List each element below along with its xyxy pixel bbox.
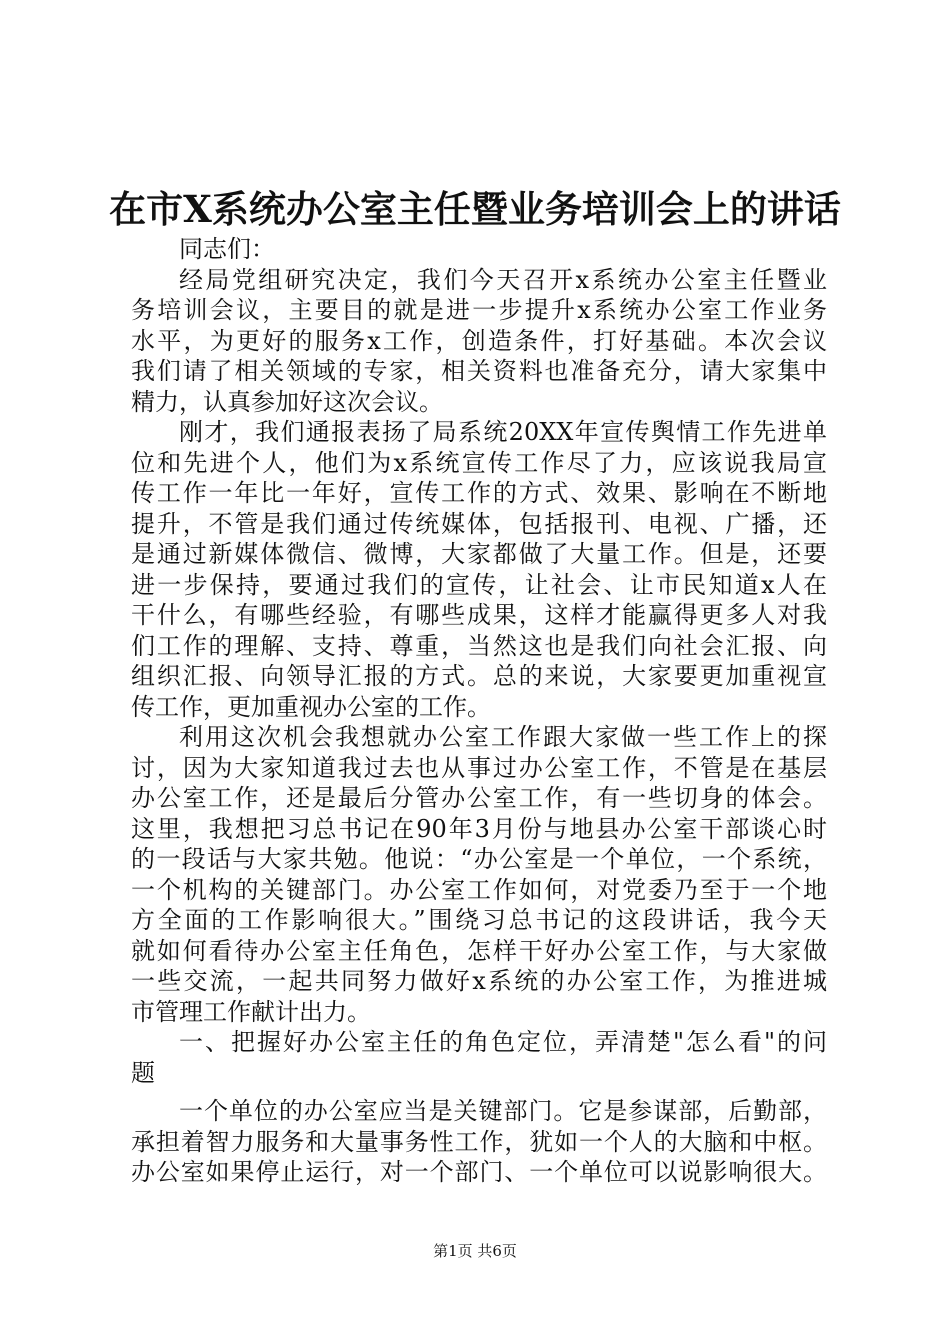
text-line: 刚才，我们通报表扬了局系统20XX年宣传舆情工作先进单 <box>179 418 827 446</box>
text-line: 利用这次机会我想就办公室工作跟大家做一些工作上的探 <box>179 723 827 751</box>
text-line: 进一步保持，要通过我们的宣传，让社会、让市民知道x人在 <box>131 570 827 599</box>
text-line: 一个机构的关键部门。办公室工作如何，对党委乃至于一个地 <box>131 875 827 904</box>
text-line: 提升，不管是我们通过传统媒体，包括报刊、电视、广播，还 <box>131 509 827 538</box>
text-line: 市管理工作献计出力。 <box>131 997 371 1026</box>
text-line: 的一段话与大家共勉。他说：“办公室是一个单位，一个系统， <box>131 845 827 873</box>
text-line: 承担着智力服务和大量事务性工作，犹如一个人的大脑和中枢。 <box>131 1127 827 1156</box>
text-line: 一、把握好办公室主任的角色定位，弄清楚"怎么看"的问 <box>179 1028 827 1056</box>
text-line: 传工作一年比一年好，宣传工作的方式、效果、影响在不断地 <box>131 479 827 507</box>
text-line: 同志们： <box>179 235 275 263</box>
text-line: 一些交流，一起共同努力做好x系统的办公室工作，为推进城 <box>131 967 827 995</box>
text-line: 是通过新媒体微信、微博，大家都做了大量工作。但是，还要 <box>131 540 827 568</box>
text-line: 们工作的理解、支持、尊重，当然这也是我们向社会汇报、向 <box>131 631 827 660</box>
text-line: 水平，为更好的服务x工作，创造条件，打好基础。本次会议 <box>131 326 827 355</box>
text-line: 就如何看待办公室主任角色，怎样干好办公室工作，与大家做 <box>131 936 827 965</box>
text-line: 组织汇报、向领导汇报的方式。总的来说，大家要更加重视宣 <box>131 662 827 690</box>
text-line: 位和先进个人，他们为x系统宣传工作尽了力，应该说我局宣 <box>131 448 827 477</box>
text-line: 办公室工作，还是最后分管办公室工作，有一些切身的体会。 <box>131 784 827 812</box>
text-line: 办公室如果停止运行，对一个部门、一个单位可以说影响很大。 <box>131 1158 827 1186</box>
text-line: 干什么，有哪些经验，有哪些成果，这样才能赢得更多人对我 <box>131 601 827 629</box>
text-line: 我们请了相关领域的专家，相关资料也准备充分，请大家集中 <box>131 357 827 385</box>
document-body <box>131 234 827 1188</box>
text-line: 方全面的工作影响很大。”围绕习总书记的这段讲话，我今天 <box>131 906 827 934</box>
text-line: 这里，我想把习总书记在90年3月份与地县办公室干部谈心时 <box>131 814 827 843</box>
text-line: 一个单位的办公室应当是关键部门。它是参谋部，后勤部， <box>179 1097 827 1125</box>
page-footer: 第1页 共6页 <box>433 1242 517 1260</box>
spacer <box>131 1088 827 1096</box>
text-line: 经局党组研究决定，我们今天召开x系统办公室主任暨业 <box>179 265 827 294</box>
text-line: 务培训会议，主要目的就是进一步提升x系统办公室工作业务 <box>131 296 827 324</box>
text-line: 讨，因为大家知道我过去也从事过办公室工作，不管是在基层 <box>131 753 827 782</box>
document-title: 在市X系统办公室主任暨业务培训会上的讲话 <box>109 187 841 231</box>
text-line: 题 <box>131 1058 155 1087</box>
text-line: 传工作，更加重视办公室的工作。 <box>131 692 491 721</box>
text-line: 精力，认真参加好这次会议。 <box>131 387 443 416</box>
